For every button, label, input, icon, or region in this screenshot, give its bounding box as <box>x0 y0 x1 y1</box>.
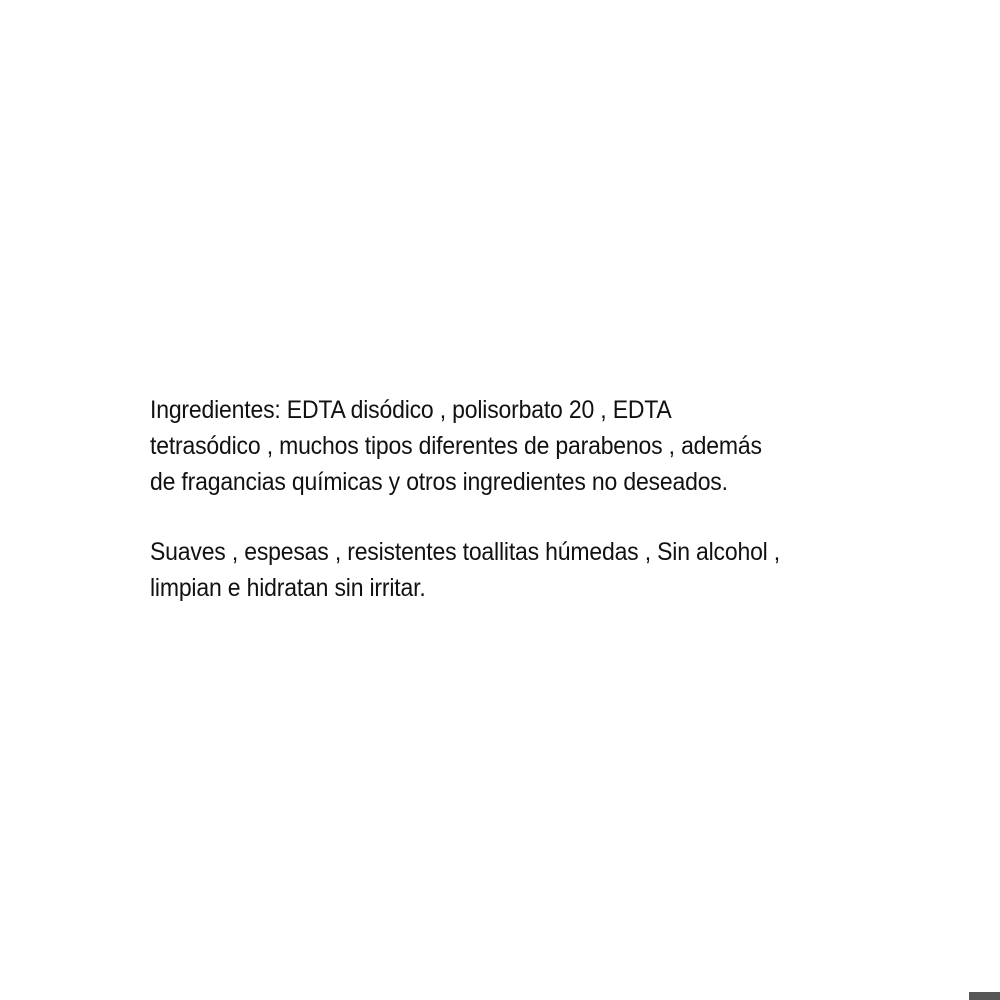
description-line: limpian e hidratan sin irritar. <box>150 574 426 602</box>
description-line: Suaves , espesas , resistentes toallitas húmedas , Sin alcohol , <box>150 538 781 566</box>
description-paragraph <box>150 534 877 606</box>
ingredients-paragraph <box>150 392 877 500</box>
corner-bar <box>969 992 1000 1000</box>
ingredients-line: Ingredientes: EDTA disódico , polisorbato 20 , EDTA <box>150 396 672 424</box>
ingredients-line: tetrasódico , muchos tipos diferentes de parabenos , además <box>150 432 762 460</box>
text-block <box>150 392 870 606</box>
ingredients-line: de fragancias químicas y otros ingredientes no deseados. <box>150 468 728 496</box>
